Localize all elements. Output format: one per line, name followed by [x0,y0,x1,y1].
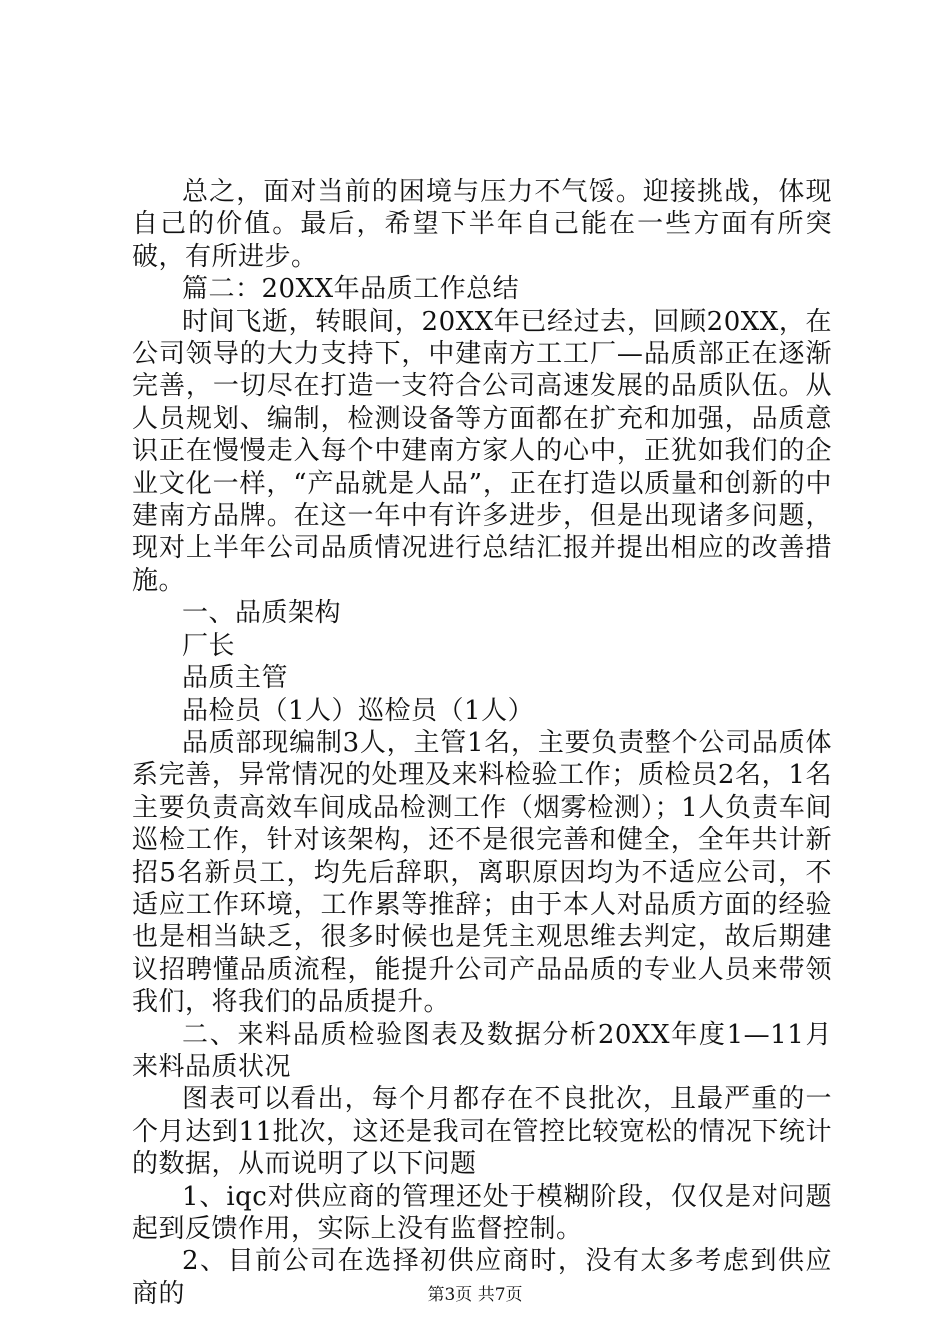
paragraph-staffing: 品质部现编制3人，主管1名，主要负责整个公司品质体系完善，异常情况的处理及来料检验工作；质检员2名，1名主要负责高效车间成品检测工作（烟雾检测）；1人负责车间巡检工作，针对该架构，还不是很完善和健全，全年共计新招5名新员工，均先后辞职，离职原因均为不适应公司，不适应工作环境，工作累等推辞；由于本人对品质方面的经验也是相当缺乏，很多时候也是凭主观思维去判定，故后期建议招聘懂品质流程，能提升公司产品品质的专业人员来带领我们，将我们的品质提升。 [132,727,832,1018]
paragraph-summary: 总之，面对当前的困境与压力不气馁。迎接挑战，体现自己的价值。最后，希望下半年自己能在一些方面有所突破，有所进步。 [132,177,832,272]
list-item-2: 2、目前公司在选择初供应商时，没有太多考虑到供应商的 [132,1246,832,1309]
org-item-inspectors: 品检员（1人）巡检员（1人） [182,695,535,726]
heading-incoming-inspection: 二、来料品质检验图表及数据分析20XX年度1—11月来料品质状况 [132,1019,832,1082]
paragraph-intro: 时间飞逝，转眼间，20XX年已经过去，回顾20XX，在公司领导的大力支持下，中建南方工工厂—品质部正在逐渐完善，一切尽在打造一支符合公司高速发展的品质队伍。从人员规划、编制，检测设备等方面都在扩充和加强，品质意识正在慢慢走入每个中建南方家人的心中，正犹如我们的企业文化一样，“产品就是人品”，正在打造以质量和创新的中建南方品牌。在这一年中有许多进步，但是出现诸多问题，现对上半年公司品质情况进行总结汇报并提出相应的改善措施。 [132,306,832,596]
document-body [132,176,832,1310]
heading-quality-structure: 一、品质架构 [182,598,342,629]
paragraph-chart-analysis: 图表可以看出，每个月都存在不良批次，且最严重的一个月达到11批次，这还是我司在管控比较宽松的情况下统计的数据，从而说明了以下问题 [132,1084,832,1180]
section-title-part-two: 篇二：20XX年品质工作总结 [182,274,520,305]
page-number-footer: 第3页 共7页 [427,1285,523,1305]
org-item-quality-supervisor: 品质主管 [182,663,289,694]
org-item-factory-director: 厂长 [182,630,236,661]
list-item-1: 1、iqc对供应商的管理还处于模糊阶段，仅仅是对问题起到反馈作用，实际上没有监督控制。 [132,1181,832,1244]
